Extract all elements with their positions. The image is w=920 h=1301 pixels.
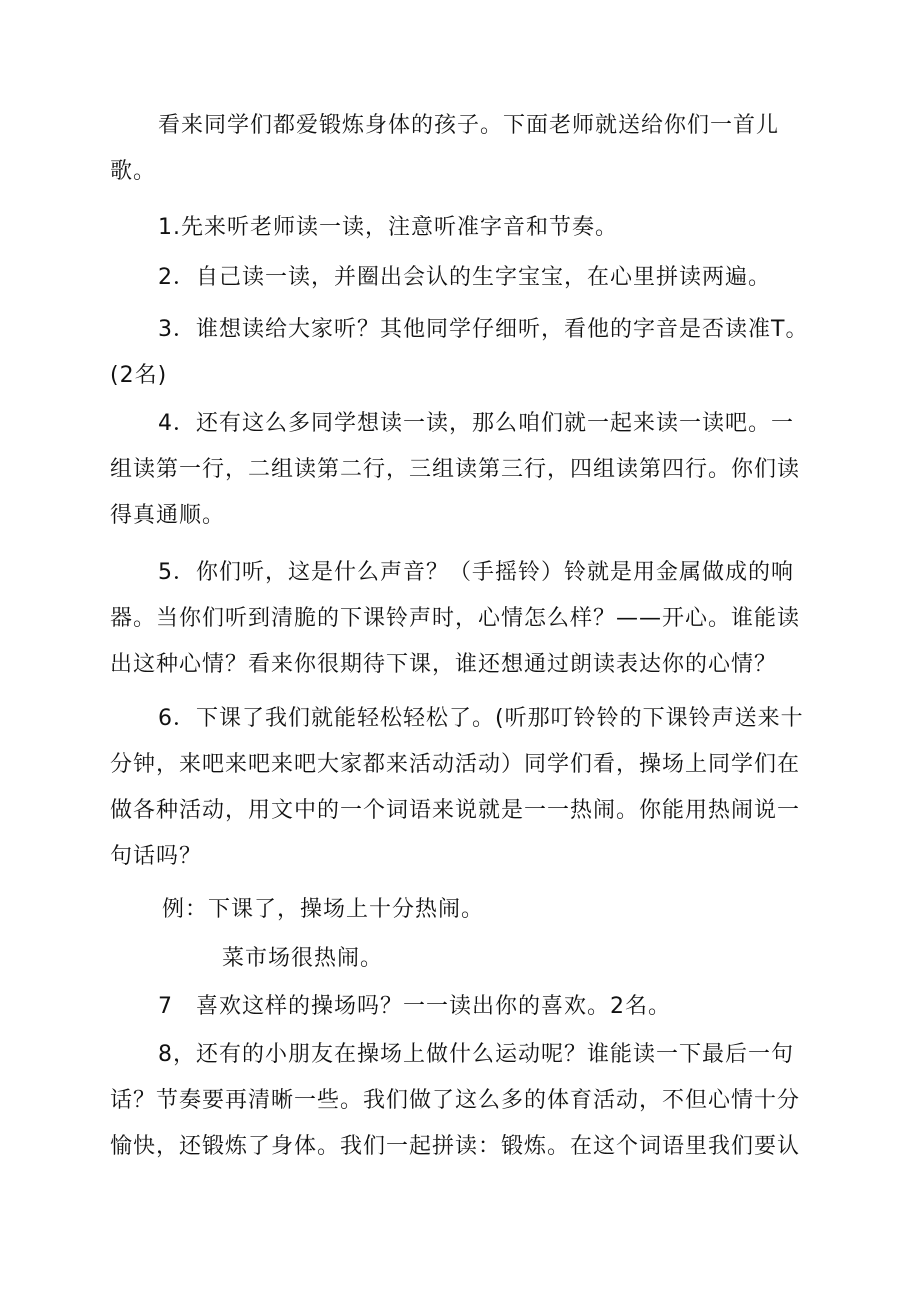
example-line-2: 菜市场很热闹。: [222, 946, 384, 971]
paragraph-step-4: 4．还有这么多同学想读一读，那么咱们就一起来读一读吧。一组读第一行，二组读第二行，三组读第三行，四组读第四行。你们读得真通顺。: [110, 411, 801, 528]
example-line-1: 例：下课了，操场上十分热闹。: [162, 897, 485, 922]
paragraph-step-3: 3．谁想读给大家听？其他同学仔细听，看他的字音是否读准T。(2名): [110, 317, 809, 388]
paragraph-step-1: 1.先来听老师读一读，注意听准字音和节奏。: [158, 215, 618, 240]
paragraph-step-8: 8，还有的小朋友在操场上做什么运动呢？谁能读一下最后一句话？节奏要再清晰一些。我们做了这么多的体育活动，不但心情十分愉快，还锻炼了身体。我们一起拼读：锻炼。在这个词语里我们要认: [110, 1042, 801, 1159]
paragraph-step-6: 6．下课了我们就能轻松轻松了。(听那叮铃铃的下课铃声送来十分钟，来吧来吧来吧大家都来活动活动）同学们看，操场上同学们在做各种活动，用文中的一个词语来说就是一一热闹。你能用热闹说一句话吗？: [110, 706, 804, 869]
paragraph-step-2: 2．自己读一读，并圈出会认的生字宝宝，在心里拼读两遍。: [158, 265, 771, 290]
paragraph-intro: 看来同学们都爱锻炼身体的孩子。下面老师就送给你们一首儿歌。: [110, 113, 780, 184]
paragraph-step-7: 7 喜欢这样的操场吗？一一读出你的喜欢。2名。: [158, 994, 671, 1019]
paragraph-step-5: 5．你们听，这是什么声音？（手摇铃）铃就是用金属做成的响器。当你们听到清脆的下课铃声时，心情怎么样？——开心。谁能读出这种心情？看来你很期待下课，谁还想通过朗读表达你的心情？: [110, 560, 801, 677]
